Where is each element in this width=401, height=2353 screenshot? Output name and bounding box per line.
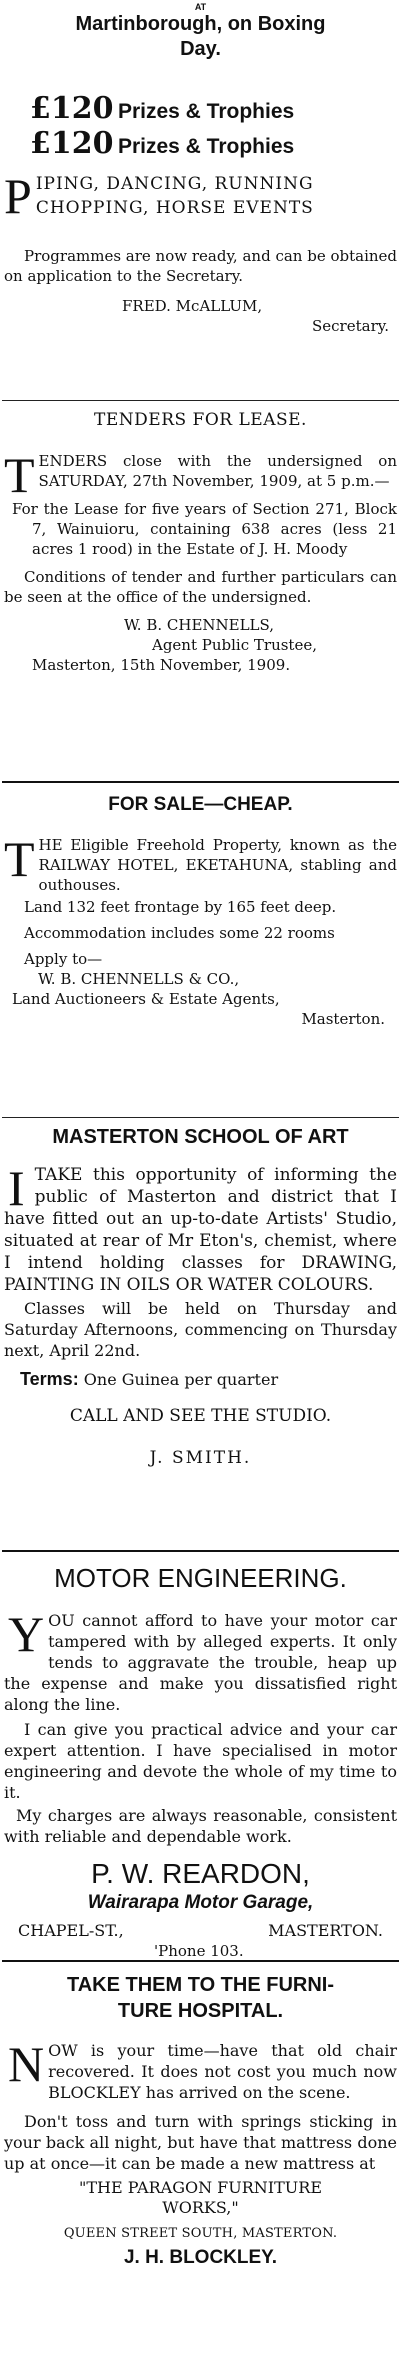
prize-2-text: Prizes & Trophies (117, 135, 295, 158)
prize-line-1 (4, 91, 397, 129)
tenders-para-3: Conditions of tender and further particulars can be seen at the office of the undersigned. (4, 568, 397, 606)
events-line-1: IPING, DANCING, RUNNING (35, 174, 314, 194)
boxing-signer-title: Secretary. (312, 317, 389, 335)
tenders-para-1: ENDERS close with the undersigned on SATURDAY, 27th November, 1909, at 5 p.m.— (38, 452, 397, 490)
for-sale-ad (0, 783, 401, 1117)
sale-heading: FOR SALE—CHEAP. (108, 794, 293, 815)
boxing-day-ad (0, 0, 401, 400)
furniture-works-1: "THE PARAGON FURNITURE (78, 2178, 323, 2197)
furniture-address: QUEEN STREET SOUTH, MASTERTON. (63, 2226, 338, 2241)
furniture-hospital-ad (0, 1962, 401, 2347)
art-dropcap: I (8, 1160, 25, 1216)
motor-street: CHAPEL-ST., (18, 1921, 124, 1940)
sale-agent: W. B. CHENNELLS & CO., (38, 970, 240, 988)
motor-address-line (4, 1921, 397, 1941)
prize-1-amount: £120 (30, 91, 114, 126)
motor-engineering-ad (0, 1552, 401, 1960)
events-line-2: CHOPPING, HORSE EVENTS (35, 198, 314, 218)
furniture-heading-1: TAKE THEM TO THE FURNI- (66, 1974, 335, 1996)
prize-1-text: Prizes & Trophies (117, 100, 295, 123)
furniture-heading-2: TURE HOSPITAL. (117, 2000, 284, 2022)
events-dropcap: P (4, 168, 32, 224)
furniture-para-1: OW is your time—have that old chair recovered. It does not cost you much now BLOCKLEY has arrived on the scene. (48, 2041, 397, 2102)
tenders-signer-title: Agent Public Trustee, (152, 636, 317, 654)
motor-garage: Wairarapa Motor Garage, (87, 1892, 314, 1913)
motor-town: MASTERTON. (268, 1921, 383, 1940)
prize-line-2 (4, 126, 397, 164)
art-signer: J. SMITH. (149, 1448, 252, 1468)
sale-para-1-wrap (4, 831, 397, 895)
sale-apply: Apply to— (24, 950, 103, 968)
tenders-heading: TENDERS FOR LEASE. (94, 410, 307, 430)
tenders-para-2: For the Lease for five years of Section 271, Block 7, Wainuioru, containing 638 acres (less 21 acres 1 rood) in the Estate of J. H. Moody (12, 500, 397, 558)
furniture-works-2: WORKS," (162, 2198, 239, 2217)
sale-para-1: HE Eligible Freehold Property, known as the RAILWAY HOTEL, EKETAHUNA, stabling and outhouses. (38, 836, 397, 894)
motor-para-3: My charges are always reasonable, consistent with reliable and dependable work. (4, 1806, 397, 1846)
art-para-2: Classes will be held on Thursday and Saturday Afternoons, commencing on Thursday next, April 22nd. (4, 1299, 397, 1360)
sale-agent-town: Masterton. (301, 1010, 385, 1028)
motor-dropcap: Y (8, 1606, 45, 1662)
art-terms-value: One Guinea per quarter (83, 1370, 279, 1389)
motor-heading: MOTOR ENGINEERING. (54, 1563, 347, 1593)
tenders-ad (0, 401, 401, 781)
tenders-date-line: Masterton, 15th November, 1909. (32, 656, 291, 674)
tenders-dropcap: T (4, 447, 35, 503)
boxing-body: Programmes are now ready, and can be obtained on application to the Secretary. (4, 247, 398, 285)
sale-para-2: Land 132 feet frontage by 165 feet deep. (24, 898, 337, 916)
tenders-signer: W. B. CHENNELLS, (124, 616, 275, 634)
art-para-1: TAKE this opportunity of informing the public of Masterton and district that I have fitted out an up-to-date Artists' Studio, situated at rear of Mr Eton's, chemist, where I intend holding classes for DRAWING, PAINTING IN OILS OR WATER COLOURS. (4, 1165, 397, 1295)
school-of-art-ad (0, 1118, 401, 1550)
furniture-dropcap: N (8, 2036, 45, 2092)
boxing-signer: FRED. McALLUM, (122, 297, 263, 315)
furniture-para-2: Don't toss and turn with springs sticking in your back all night, but have that mattress done up at once—it can be made a new mattress at (4, 2112, 397, 2173)
boxing-headline-2: Day. (180, 38, 221, 60)
furniture-para-1-wrap (4, 2036, 397, 2103)
boxing-headline-1: Martinborough, on Boxing (75, 13, 326, 35)
sale-dropcap: T (4, 831, 35, 887)
tenders-para-1-wrap (4, 447, 397, 503)
at-label: AT (194, 2, 207, 12)
events-block (4, 168, 397, 228)
motor-name: P. W. REARDON, (91, 1858, 310, 1889)
sale-agent-role: Land Auctioneers & Estate Agents, (12, 990, 280, 1008)
motor-para-1-wrap (4, 1606, 397, 1715)
art-terms-label: Terms: (20, 1369, 79, 1389)
sale-para-3: Accommodation includes some 22 rooms (24, 924, 335, 942)
prize-2-amount: £120 (30, 126, 114, 161)
motor-para-1: OU cannot afford to have your motor car tampered with by alleged experts. It only tends to aggravate the trouble, heap up the expense and make you dissatisfied right along the line. (4, 1611, 397, 1714)
art-heading: MASTERTON SCHOOL OF ART (52, 1126, 349, 1148)
art-call: CALL AND SEE THE STUDIO. (69, 1406, 332, 1426)
furniture-signer: J. H. BLOCKLEY. (123, 2247, 278, 2268)
art-terms (4, 1369, 397, 1390)
motor-phone: 'Phone 103. (154, 1942, 244, 1960)
art-para-1-wrap (4, 1160, 397, 1296)
motor-para-2: I can give you practical advice and your car expert attention. I have specialised in motor engineering and devote the whole of my time to it. (4, 1720, 397, 1802)
